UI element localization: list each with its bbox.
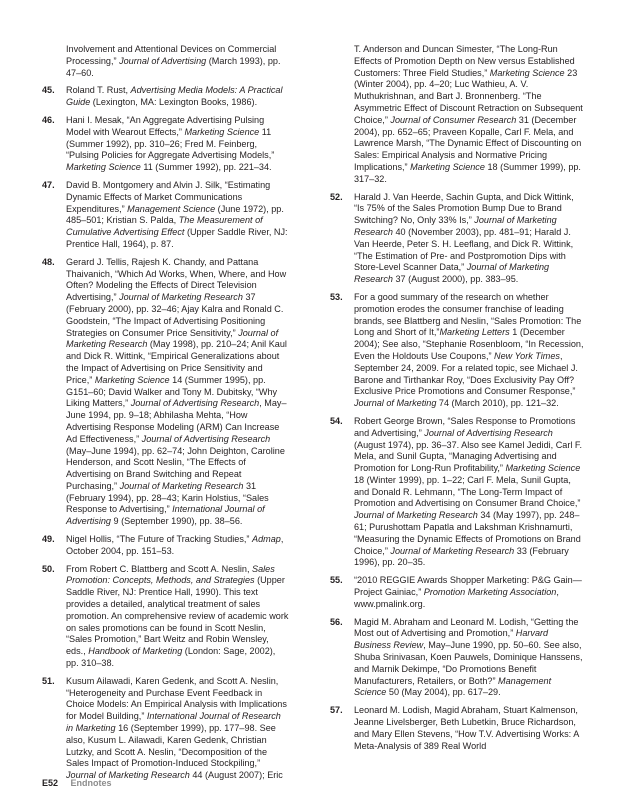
endnote-source-title: Advertising Media Models: A Practical Guide — [66, 85, 283, 108]
endnote-text: 37 (August 2000), pp. 383–95. — [392, 274, 519, 285]
endnote-source-title: Journal of Advertising Research — [141, 433, 271, 444]
endnote-text: (Upper Saddle River, NJ: Prentice Hall, 1990). This text provides a detailed, analytical treatment of sales promotion. An comprehensive review of academic work on sales promotions can be found in Scott Neslin, “Sales Promotion,” Bart Weitz and Robin Wensley, eds., — [66, 575, 289, 657]
endnote-source-title: Handbook of Marketing — [88, 646, 183, 657]
endnote-text: Involvement and Attentional Devices on Commercial Processing,” — [66, 44, 277, 66]
endnote-text: T. Anderson and Duncan Simester, “The Long-Run Effects of Promotion Depth on New versus Established Customers: Three Field Studies,” — [354, 44, 575, 78]
endnote-source-title: The Measurement of Cumulative Advertising Effect — [66, 215, 263, 238]
endnote-text: Nigel Hollis, “The Future of Tracking Studies,” — [66, 534, 252, 545]
right-column — [330, 44, 584, 758]
endnote-text: 33 (February 1996), pp. 20–35. — [354, 545, 569, 568]
endnote-text: 11 (Summer 1992), pp. 310–26; Fred M. Feinberg, “Pulsing Policies for Aggregate Advertising Models,” — [66, 126, 275, 161]
endnote-source-title: Journal of Marketing Research — [119, 480, 244, 491]
endnote-source-title: Promotion Marketing Association — [423, 587, 557, 598]
endnote-source-title: Marketing Science — [66, 162, 141, 173]
endnote — [42, 534, 289, 558]
endnote-text: Robert George Brown, “Sales Response to Promotions and Advertising,” — [354, 415, 576, 438]
endnote-text: 18 (Winter 1999), pp. 1–22; Carl F. Mela, Sunil Gupta, and Donald R. Lehmann, “The Long-Term Impact of Promotion and Advertising on Consumer Brand Choice,” — [354, 474, 581, 509]
endnote-source-title: Journal of Marketing Research — [354, 215, 557, 237]
endnote-text: (May 1998), pp. 210–24; Anil Kaul and Dick R. Wittink, “Empirical Generalizations about the Impact of Advertising on Price Sensitivity and Price,” — [66, 339, 287, 385]
section-title: Endnotes — [70, 778, 112, 788]
endnote-text: 14 (Summer 1995), pp. G151–60; David Walker and Tony M. Dubitsky, “Why Liking Matters,” — [66, 374, 278, 409]
endnote-text: “2010 REGGIE Awards Shopper Marketing: P&G Gain—Project Gainiac,” — [354, 575, 582, 598]
endnote-number: 52. — [330, 191, 343, 202]
endnote-number: 45. — [42, 85, 55, 96]
endnote-source-title: International Journal of Research in Marketing — [66, 711, 281, 734]
endnote-source-title: Journal of Marketing Research — [354, 510, 478, 521]
endnote-text: 1 (December 2004); See also, “Stephanie Rosenbloom, “In Recession, Even the Holdouts Use Coupons,” — [354, 327, 584, 361]
endnote-text: 9 (September 1990), pp. 38–56. — [111, 516, 243, 527]
endnote-text: , www.pmalink.org. — [354, 587, 559, 609]
endnote-text: (Lexington, MA: Lexington Books, 1986). — [90, 97, 258, 108]
endnote-text: 37 (February 2000), pp. 32–46; Ajay Kalra and Ronald C. Goodstein, “The Impact of Advertising Positioning Strategies on Consumer Price Sensitivity,” — [66, 292, 284, 338]
endnote-source-title: Journal of Marketing Research — [390, 545, 515, 556]
endnote-source-title: Journal of Marketing — [354, 398, 437, 409]
endnote-text: 40 (November 2003), pp. 481–91; Harald J. Van Heerde, Peter S. H. Leeflang, and Dick R. Wittink, “The Estimation of Pre- and Postpromotion Dips with Store-Level Scanner Data,” — [354, 226, 574, 273]
page-number: E52 — [42, 778, 59, 788]
endnote-text: 34 (May 1997), pp. 248–61; Purushottam Papatla and Lakshman Krishnamurti, “Measuring the Dynamic Effects of Promotions on Brand Choice,” — [354, 510, 581, 556]
endnote-text: 50 (May 2004), pp. 617–29. — [386, 687, 501, 698]
endnote — [42, 44, 289, 79]
endnote-text: Gerard J. Tellis, Rajesh K. Chandy, and Pattana Thaivanich, “Which Ad Works, When, Where, and How Often? Modeling the Effects of Direct Television Advertising,” — [66, 256, 287, 303]
endnote-text: From Robert C. Blattberg and Scott A. Neslin, — [66, 563, 252, 574]
endnote-text: , May–June 1994, pp. 9–18; Abhilasha Mehta, “How Advertising Response Modeling (ARM) Can Increase Ad Effectiveness,” — [66, 398, 287, 444]
endnote-source-title: Marketing Letters — [439, 327, 510, 338]
endnote-text: 11 (Summer 1992), pp. 221–34. — [140, 162, 272, 173]
endnote-source-title: Journal of Marketing Research — [66, 327, 279, 350]
endnote — [42, 676, 289, 782]
endnote-number: 47. — [42, 179, 55, 190]
endnote-source-title: Marketing Science — [505, 463, 581, 474]
endnote — [330, 292, 584, 410]
endnote-number: 51. — [42, 675, 55, 686]
endnote-source-title: Journal of Advertising — [119, 55, 207, 66]
endnote-source-title: Harvard Business Review — [354, 628, 549, 651]
endnote-number: 50. — [42, 563, 55, 574]
endnote-source-title: Journal of Marketing Research — [66, 770, 190, 781]
endnote — [330, 617, 584, 700]
endnote-text: David B. Montgomery and Alvin J. Silk, “Estimating Dynamic Effects of Market Communications Expenditures,” — [66, 179, 271, 214]
endnote-source-title: Marketing Science — [184, 126, 260, 137]
endnote — [42, 180, 289, 251]
endnote-source-title: Marketing Science — [94, 374, 170, 385]
endnote-source-title: Marketing Science — [410, 161, 485, 172]
endnote-text: (June 1972), pp. 485–501; Kristian S. Palda, — [66, 203, 284, 226]
page-footer — [42, 778, 112, 788]
endnote-text: For a good summary of the research on whether promotion erodes the consumer franchise of leading brands, see Blattberg and Neslin, “Sales Promotion: The Long and Short of It,” — [354, 291, 582, 338]
endnote-source-title: International Journal of Advertising — [66, 504, 265, 527]
endnote-text: 44 (August 2007); Eric — [189, 770, 283, 781]
endnote-text: Kusum Ailawadi, Karen Gedenk, and Scott A. Neslin, “Heterogeneity and Purchase Event Feedback in Choice Models: An Empirical Analysis with Implications for Model Building,” — [66, 675, 287, 722]
endnote-text: Roland T. Rust, — [66, 85, 131, 96]
endnote-source-title: New York Times — [494, 350, 560, 361]
endnote-text: (August 1974), pp. 36–37. Also see Kamel Jedidi, Carl F. Mela, and Sunil Gupta, “Managing Advertising and Promotion for Long-Run Profitability,” — [354, 439, 582, 474]
endnote — [42, 85, 289, 109]
endnote-text: , September 24, 2009. For a related topic, see Michael J. Barone and Tirthankar Roy, “Does Exclusivity Pay Off? Exclusive Price Promotions and Consumer Response,” — [354, 350, 578, 397]
endnote — [42, 257, 289, 528]
endnote — [330, 416, 584, 569]
left-column — [42, 44, 289, 788]
endnote-text: Harald J. Van Heerde, Sachin Gupta, and Dick Wittink, “Is 75% of the Sales Promotion Bump Due to Brand Switching? No, Only 33% Is,” — [354, 191, 574, 226]
endnote — [330, 575, 584, 610]
endnote-text: Magid M. Abraham and Leonard M. Lodish, “Getting the Most out of Advertising and Promotion,” — [354, 616, 579, 639]
endnote-text: Hani I. Mesak, “An Aggregate Advertising Pulsing Model with Wearout Effects,” — [66, 114, 265, 137]
endnote-text: 16 (September 1999), pp. 177–98. See also, Kusum L. Ailawadi, Karen Gedenk, Christian Lutzky, and Scott A. Neslin, “Decomposition of the Sales Impact of Promotion-Induced Stockpiling,” — [66, 723, 276, 769]
endnote-number: 48. — [42, 256, 55, 267]
endnote-text: (March 1993), pp. 47–60. — [66, 55, 281, 78]
endnote-number: 46. — [42, 114, 55, 125]
endnote-source-title: Management Science — [354, 675, 552, 698]
endnote-text: 31 (December 2004), pp. 652–65; Praveen Kopalle, Carl F. Mela, and Lawrence Marsh, “The Dynamic Effect of Discounting on Sales: Empirical Analysis and Normative Pricing Implications,” — [354, 114, 582, 172]
endnote-text: , October 2004, pp. 151–53. — [66, 534, 284, 556]
endnote-number: 56. — [330, 616, 343, 627]
endnote-source-title: Admap — [252, 534, 281, 545]
endnote-text: 23 (Winter 2004), pp. 4–20; Luc Wathieu, A. V. Muthukrishnan, and Bart J. Bronnenberg. “The Asymmetric Effect of Discount Retraction on Subsequent Choice,” — [354, 67, 583, 125]
endnote-source-title: Marketing Science — [489, 67, 565, 78]
endnote-number: 55. — [330, 575, 343, 586]
endnote — [330, 44, 584, 186]
endnote-text: (Upper Saddle River, NJ: Prentice Hall, 1964), p. 87. — [66, 227, 288, 249]
endnote-source-title: Journal of Marketing Research — [354, 262, 550, 285]
endnote-source-title: Management Science — [127, 203, 216, 214]
endnote-source-title: Journal of Marketing Research — [119, 292, 243, 303]
endnote-number: 49. — [42, 534, 55, 545]
endnote-text: , May–June 1990, pp. 50–60. See also, Shuba Srinivasan, Koen Pauwels, Dominique Hanssens, and Marnik Dekimpe, “Do Promotions Benefit Manufacturers, Retailers, or Both?” — [354, 640, 583, 686]
endnote-text: 31 (February 1994), pp. 28–43; Karin Holstius, “Sales Response to Advertising,” — [66, 480, 269, 515]
endnote-text: 74 (March 2010), pp. 121–32. — [436, 398, 559, 409]
endnote-number: 53. — [330, 291, 343, 302]
endnote-text: 18 (Summer 1999), pp. 317–32. — [354, 161, 581, 184]
endnote-source-title: Journal of Consumer Research — [390, 114, 517, 125]
endnote-source-title: Journal of Advertising Research — [424, 427, 553, 438]
endnote-text: (May–June 1994), pp. 62–74; John Deighton, Caroline Henderson, and Scott Neslin, “The Effects of Advertising on Brand Switching and Repeat Purchasing,” — [66, 445, 285, 491]
endnote-text: Leonard M. Lodish, Magid Abraham, Stuart Kalmenson, Jeanne Livelsberger, Beth Lubetkin, Bruce Richardson, and Mary Ellen Stevens, “How T.V. Advertising Works: A Meta-Analysis of 389 Real World — [354, 705, 579, 751]
endnote-source-title: Sales Promotion: Concepts, Methods, and Strategies — [66, 563, 275, 586]
endnote-source-title: Journal of Advertising Research — [130, 398, 260, 409]
endnote — [330, 192, 584, 286]
endnote — [42, 115, 289, 174]
endnote-number: 54. — [330, 415, 343, 426]
endnote-text: (London: Sage, 2002), pp. 310–38. — [66, 646, 276, 669]
endnote — [42, 564, 289, 670]
endnote — [330, 705, 584, 752]
endnote-number: 57. — [330, 705, 343, 716]
